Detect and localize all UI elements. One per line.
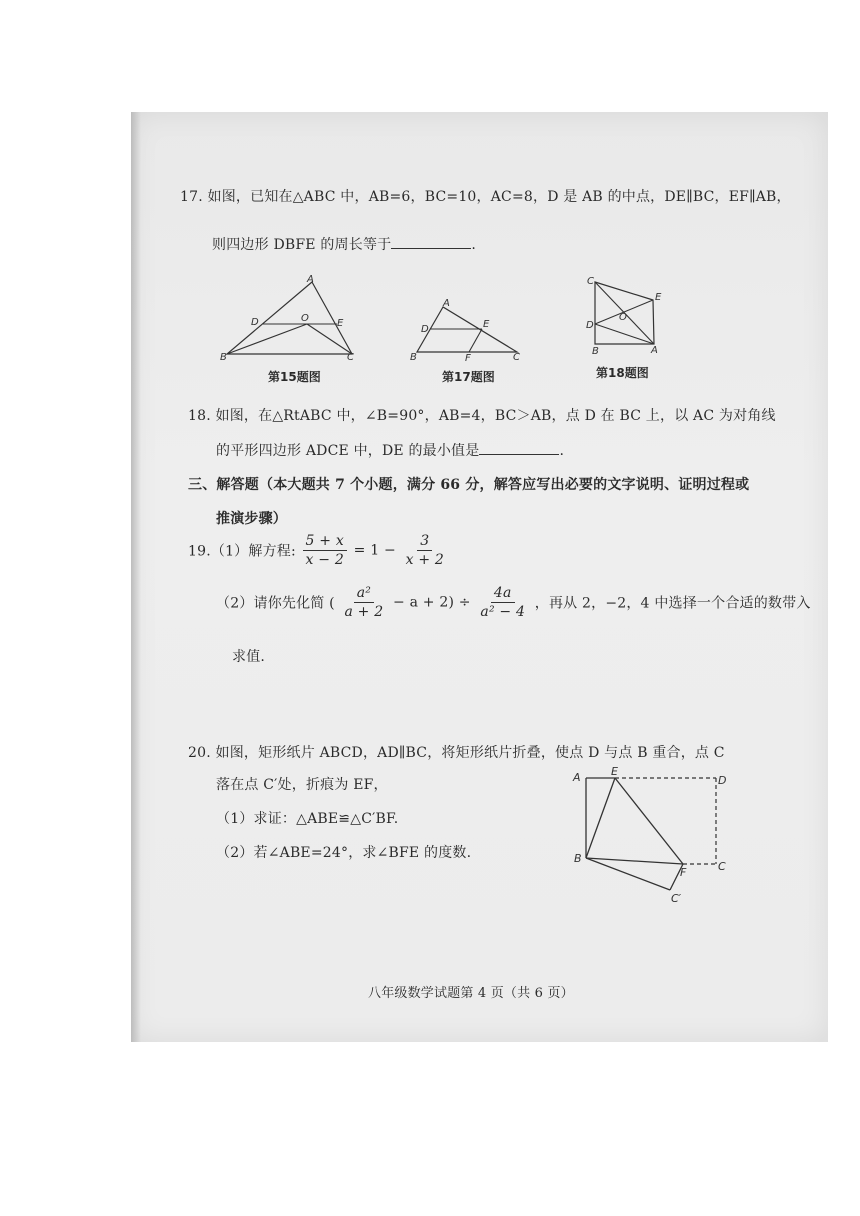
fig15-caption: 第15题图: [268, 370, 321, 384]
q19-part2-label: （2）请你先化简 (: [216, 595, 335, 612]
fig18-label-c: C: [587, 276, 594, 287]
fig15-label-b: B: [220, 352, 227, 363]
fig20-label-f: F: [680, 866, 687, 879]
fig20-label-d: D: [718, 774, 727, 787]
fig17-label-d: D: [421, 324, 429, 335]
q19-part2-line2: 求值.: [232, 649, 266, 665]
q19-part1: [188, 532, 449, 569]
q18-line2-end: .: [559, 443, 565, 459]
fig17-label-a: A: [443, 298, 450, 309]
fig18-label-d: D: [586, 320, 594, 331]
section3-heading-line1: 三、解答题（本大题共 7 个小题，满分 66 分，解答应写出必要的文字说明、证明过程或: [188, 477, 750, 493]
q19-label: 19.（1）解方程:: [188, 543, 296, 560]
section3-heading-line2: 推演步骤）: [216, 511, 287, 527]
fig20-label-c: C: [718, 860, 726, 873]
fig18-caption: 第18题图: [596, 366, 649, 380]
fig15-label-o: O: [301, 313, 309, 324]
q19-frac2-denominator: x + 2: [405, 552, 445, 568]
q19-p2-frac1-denominator: a + 2: [344, 604, 384, 620]
fig20-label-e: E: [611, 766, 618, 778]
fig15-triangle: [227, 282, 352, 354]
fig15-segment-oc: [307, 324, 352, 354]
fig20-crease-ef: [615, 778, 683, 864]
fig20-label-c-prime: C′: [671, 892, 682, 905]
q19-frac2-numerator: 3: [417, 532, 432, 551]
q19-p2-fraction-1: [341, 584, 386, 621]
figure-20: [568, 766, 738, 906]
q19-fraction-1: [303, 532, 347, 569]
q19-p2-frac1-numerator: a²: [354, 584, 374, 603]
q19-equals: = 1 −: [353, 542, 396, 559]
q19-fraction-2: [403, 532, 447, 569]
fig15-segment-bo: [227, 324, 307, 354]
figure-15: [215, 272, 365, 367]
fig15-label-e: E: [337, 318, 344, 329]
q19-p2-frac2-numerator: 4a: [491, 584, 515, 603]
q19-frac1-denominator: x − 2: [305, 552, 344, 568]
fig20-label-b: B: [574, 852, 582, 865]
fig17-caption: 第17题图: [442, 370, 495, 384]
q19-p2-suffix: ，再从 2，−2，4 中选择一个合适的数带入: [534, 595, 811, 612]
answer-blank: [391, 236, 471, 249]
q19-part2: [216, 584, 811, 621]
q19-p2-mid: − a + 2) ÷: [393, 594, 471, 611]
q19-p2-fraction-2: [477, 584, 528, 621]
fig18-label-o: O: [619, 312, 627, 323]
q18-line2-text: 的平形四边形 ADCE 中，DE 的最小值是: [216, 443, 480, 459]
answer-blank: [479, 442, 559, 455]
fig17-segment-ef: [469, 329, 482, 352]
fig20-segment-be: [586, 778, 615, 858]
q17-line2-end: .: [471, 237, 477, 253]
figure-17: [405, 297, 530, 367]
figure-18: [583, 272, 673, 362]
q19-p2-frac2-denominator: a² − 4: [480, 604, 526, 620]
page-footer: 八年级数学试题第 4 页（共 6 页）: [368, 986, 574, 1001]
fig18-label-e: E: [655, 292, 662, 303]
q20-part1: （1）求证：△ABE≌△C′BF.: [216, 811, 399, 827]
fig15-label-a: A: [307, 274, 314, 285]
q19-frac1-numerator: 5 + x: [303, 532, 347, 551]
q18-line2: [216, 440, 564, 460]
fig17-label-f: F: [465, 353, 471, 364]
fig15-label-c: C: [347, 352, 354, 363]
q17-line2-text: 则四边形 DBFE 的周长等于: [212, 237, 392, 253]
fig17-label-c: C: [513, 352, 520, 363]
q17-line2: [212, 234, 476, 254]
q20-line2: 落在点 C′处，折痕为 EF，: [216, 777, 388, 793]
fig17-label-e: E: [483, 319, 490, 330]
fig18-label-b: B: [592, 346, 599, 357]
q18-line1: 18. 如图，在△RtABC 中，∠B=90°，AB=4，BC＞AB，点 D 在 BC 上，以 AC 为对角线: [188, 408, 776, 424]
fig20-label-a: A: [573, 771, 581, 784]
fig17-label-b: B: [410, 352, 417, 363]
q20-part2: （2）若∠ABE=24°，求∠BFE 的度数.: [216, 845, 472, 861]
fig18-label-a: A: [651, 345, 658, 356]
q20-line1: 20. 如图，矩形纸片 ABCD，AD∥BC，将矩形纸片折叠，使点 D 与点 B 重合，点 C: [188, 745, 725, 761]
fig15-label-d: D: [251, 317, 259, 328]
q17-line1: 17. 如图，已知在△ABC 中，AB=6，BC=10，AC=8，D 是 AB 的中点，DE∥BC，EF∥AB，: [180, 189, 791, 205]
